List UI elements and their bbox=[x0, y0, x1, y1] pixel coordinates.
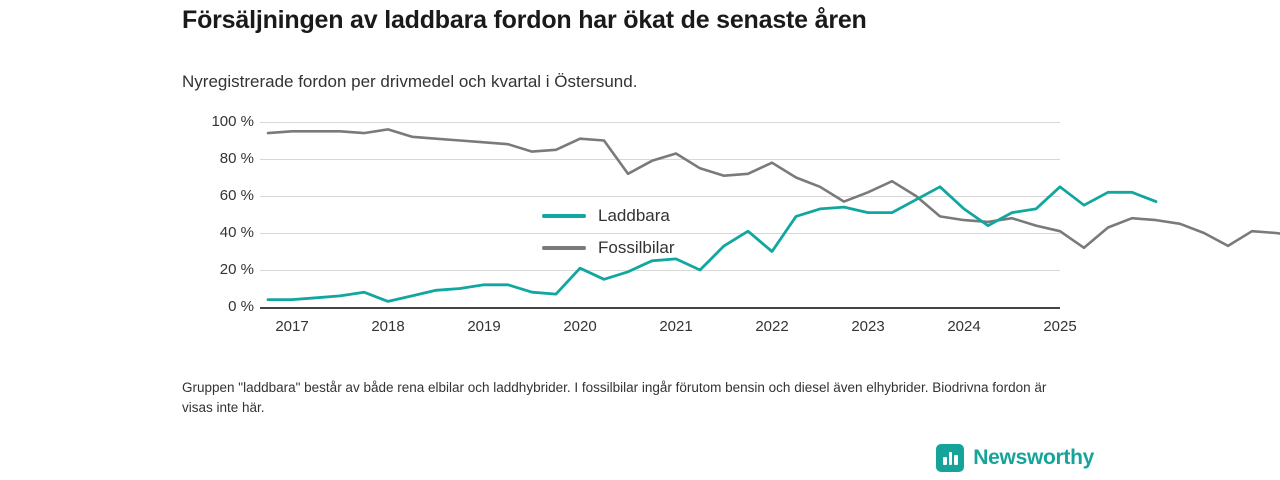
page-title: Försäljningen av laddbara fordon har ökat de senaste åren bbox=[182, 6, 867, 34]
y-tick-label-60: 60 % bbox=[219, 187, 254, 204]
y-tick-label-100: 100 % bbox=[211, 113, 254, 130]
page-subtitle: Nyregistrerade fordon per drivmedel och kvartal i Östersund. bbox=[182, 72, 638, 91]
legend-item-fossilbilar bbox=[542, 232, 675, 264]
x-tick-label-2017: 2017 bbox=[275, 318, 309, 335]
y-tick-label-20: 20 % bbox=[219, 261, 254, 278]
brand-logo bbox=[936, 444, 1094, 472]
y-tick-label-0: 0 % bbox=[228, 298, 254, 315]
line-fossilbilar bbox=[268, 129, 1280, 247]
legend-label-fossilbilar: Fossilbilar bbox=[598, 238, 675, 257]
brand-name: Newsworthy bbox=[973, 446, 1094, 469]
x-tick-label-2024: 2024 bbox=[947, 318, 981, 335]
plot-area bbox=[211, 113, 1077, 335]
legend-swatch-laddbara bbox=[542, 214, 586, 218]
legend-item-laddbara bbox=[542, 200, 675, 232]
line-laddbara bbox=[268, 187, 1156, 302]
chart bbox=[182, 112, 1082, 342]
y-tick-label-80: 80 % bbox=[219, 150, 254, 167]
legend-swatch-fossilbilar bbox=[542, 246, 586, 250]
x-tick-label-2025: 2025 bbox=[1043, 318, 1077, 335]
x-tick-label-2023: 2023 bbox=[851, 318, 885, 335]
x-tick-label-2019: 2019 bbox=[467, 318, 501, 335]
x-tick-label-2020: 2020 bbox=[563, 318, 597, 335]
legend bbox=[542, 200, 675, 264]
x-tick-label-2022: 2022 bbox=[755, 318, 789, 335]
bar-chart-icon bbox=[936, 444, 964, 472]
x-tick-label-2021: 2021 bbox=[659, 318, 693, 335]
x-tick-label-2018: 2018 bbox=[371, 318, 405, 335]
y-tick-label-40: 40 % bbox=[219, 224, 254, 241]
footnote: Gruppen "laddbara" består av både rena elbilar och laddhybrider. I fossilbilar ingår förutom bensin och diesel även elhybrider. Biodrivna fordon är visas inte här. bbox=[182, 380, 1047, 416]
legend-label-laddbara: Laddbara bbox=[598, 206, 670, 225]
